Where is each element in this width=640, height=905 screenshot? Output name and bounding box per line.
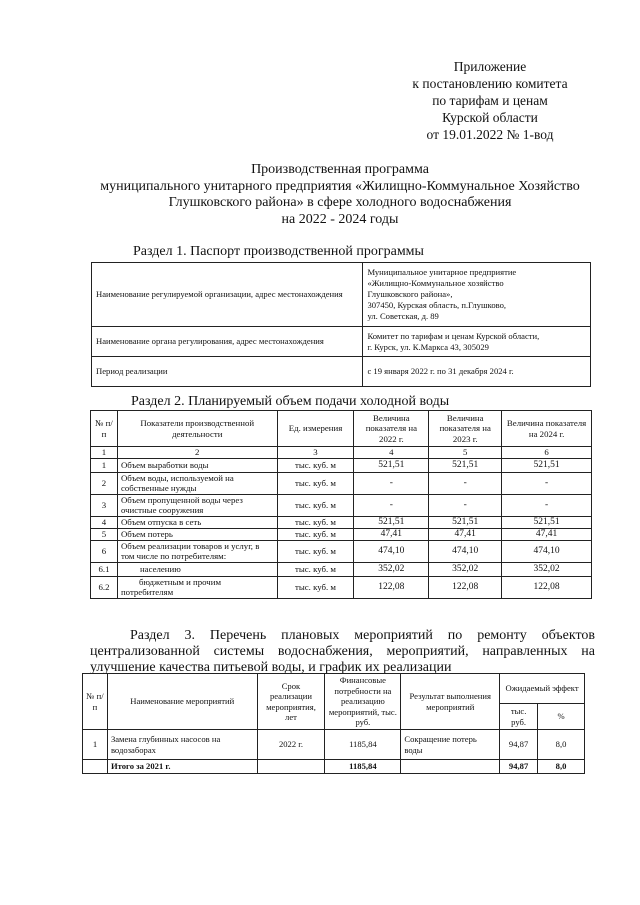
passport-label: Наименование регулируемой организации, адрес местонахождения — [92, 263, 363, 327]
row-2023: 352,02 — [429, 562, 502, 576]
row-2024: 474,10 — [502, 540, 592, 562]
row-2023: - — [429, 494, 502, 516]
header-effect-rub: тыс. руб. — [500, 704, 538, 730]
header-name: Наименование мероприятий — [107, 674, 257, 730]
row-result: Сокращение потерь воды — [401, 730, 500, 760]
row-indicator: бюджетным и прочим потребителям — [117, 576, 277, 598]
row-name: Замена глубинных насосов на водозаборах — [107, 730, 257, 760]
approval-line: Приложение — [453, 59, 527, 74]
header-effect-pct: % — [538, 704, 585, 730]
total-label: Итого за 2021 г. — [107, 760, 257, 774]
table-row — [91, 562, 592, 576]
header-2022: Величина показателя на 2022 г. — [354, 411, 429, 447]
value-line: «Жилищно-Коммунальное хозяйство — [367, 278, 504, 288]
row-num: 2 — [91, 472, 118, 494]
title-line: Глушковского района» в сфере холодного водоснабжения — [168, 195, 512, 210]
row-2023: 122,08 — [429, 576, 502, 598]
passport-value — [363, 327, 591, 357]
row-2022: 521,51 — [354, 458, 429, 472]
row-2022: 47,41 — [354, 528, 429, 540]
table-row — [91, 516, 592, 528]
value-line: 307450, Курская область, п.Глушково, — [367, 300, 507, 310]
section2-heading: Раздел 2. Планируемый объем подачи холодной воды — [131, 394, 450, 409]
approval-block — [400, 58, 580, 143]
table-header-row — [83, 674, 585, 704]
col-number: 6 — [502, 447, 592, 459]
value-line: Муниципальное унитарное предприятие — [367, 267, 517, 277]
table-row — [91, 528, 592, 540]
row-num: 3 — [91, 494, 118, 516]
header-effect: Ожидаемый эффект — [500, 674, 585, 704]
row-2022: 352,02 — [354, 562, 429, 576]
total-finance: 1185,84 — [325, 760, 401, 774]
row-num: 1 — [91, 458, 118, 472]
section3-heading-line: улучшение качества питьевой воды, и график их реализации — [90, 660, 452, 675]
table-header-row — [91, 411, 592, 447]
col-number: 2 — [117, 447, 277, 459]
row-2022: - — [354, 494, 429, 516]
value-line: г. Курск, ул. К.Маркса 43, 305029 — [367, 341, 489, 352]
row-2024: - — [502, 472, 592, 494]
col-number: 4 — [354, 447, 429, 459]
row-num: 4 — [91, 516, 118, 528]
approval-line: Курской области — [442, 110, 538, 125]
row-2022: 474,10 — [354, 540, 429, 562]
row-2023: - — [429, 472, 502, 494]
row-2023: 474,10 — [429, 540, 502, 562]
measures-table — [82, 673, 585, 774]
passport-value — [363, 263, 591, 327]
header-indicator: Показатели производственной деятельности — [117, 411, 277, 447]
col-number: 1 — [91, 447, 118, 459]
row-unit: тыс. куб. м — [277, 562, 354, 576]
table-row — [92, 263, 591, 327]
table-row — [92, 327, 591, 357]
section3-heading-line: централизованной системы водоснабжения, мероприятий, направленных на — [90, 644, 595, 659]
row-2022: 122,08 — [354, 576, 429, 598]
row-2023: 521,51 — [429, 458, 502, 472]
row-unit: тыс. куб. м — [277, 458, 354, 472]
row-term: 2022 г. — [257, 730, 325, 760]
passport-label: Период реализации — [92, 357, 363, 387]
row-unit: тыс. куб. м — [277, 540, 354, 562]
row-effect-rub: 94,87 — [500, 730, 538, 760]
row-unit: тыс. куб. м — [277, 472, 354, 494]
row-indicator: Объем пропущенной воды через очистные сооружения — [117, 494, 277, 516]
header-num: № п/п — [83, 674, 108, 730]
row-indicator: Объем воды, используемой на собственные нужды — [117, 472, 277, 494]
header-unit: Ед. измерения — [277, 411, 354, 447]
document-title — [60, 162, 620, 228]
approval-line: к постановлению комитета — [412, 76, 568, 91]
total-result — [401, 760, 500, 774]
total-row — [83, 760, 585, 774]
row-2023: 47,41 — [429, 528, 502, 540]
header-2024: Величина показателя на 2024 г. — [502, 411, 592, 447]
row-2022: - — [354, 472, 429, 494]
header-2023: Величина показателя на 2023 г. — [429, 411, 502, 447]
row-indicator: Объем отпуска в сеть — [117, 516, 277, 528]
total-term — [257, 760, 325, 774]
header-num: № п/п — [91, 411, 118, 447]
col-number: 5 — [429, 447, 502, 459]
value-line: Комитет по тарифам и ценам Курской области, — [367, 330, 540, 341]
table-row — [91, 494, 592, 516]
row-finance: 1185,84 — [325, 730, 401, 760]
passport-label: Наименование органа регулирования, адрес местонахождения — [92, 327, 363, 357]
row-num: 6 — [91, 540, 118, 562]
row-indicator: населению — [117, 562, 277, 576]
row-2024: 122,08 — [502, 576, 592, 598]
table-row — [91, 458, 592, 472]
col-number: 3 — [277, 447, 354, 459]
row-2024: 521,51 — [502, 516, 592, 528]
passport-value — [363, 357, 591, 387]
row-2024: 47,41 — [502, 528, 592, 540]
table-row — [83, 730, 585, 760]
value-line: Глушковского района», — [367, 289, 453, 299]
table-row — [91, 472, 592, 494]
title-line: муниципального унитарного предприятия «Жилищно-Коммунальное Хозяйство — [100, 178, 580, 194]
row-effect-pct: 8,0 — [538, 730, 585, 760]
table-row — [92, 357, 591, 387]
row-2023: 521,51 — [429, 516, 502, 528]
row-indicator: Объем потерь — [117, 528, 277, 540]
approval-line: по тарифам и ценам — [432, 93, 548, 108]
title-line: на 2022 - 2024 годы — [281, 211, 399, 227]
row-num: 6.2 — [91, 576, 118, 598]
row-unit: тыс. куб. м — [277, 576, 354, 598]
row-num: 5 — [91, 528, 118, 540]
row-2024: - — [502, 494, 592, 516]
header-finance: Финансовые потребности на реализацию мероприятий, тыс. руб. — [325, 674, 401, 730]
column-number-row — [91, 447, 592, 459]
table-row — [91, 576, 592, 598]
row-unit: тыс. куб. м — [277, 516, 354, 528]
title-line: Производственная программа — [251, 162, 429, 177]
value-line: ул. Советская, д. 89 — [367, 311, 439, 321]
row-unit: тыс. куб. м — [277, 494, 354, 516]
total-num — [83, 760, 108, 774]
section1-heading: Раздел 1. Паспорт производственной программы — [133, 244, 424, 259]
row-num: 1 — [83, 730, 108, 760]
header-result: Результат выполнения мероприятий — [401, 674, 500, 730]
header-term: Срок реализации мероприятия, лет — [257, 674, 325, 730]
total-effect-pct: 8,0 — [538, 760, 585, 774]
passport-table — [91, 262, 591, 387]
section3-heading — [90, 628, 595, 676]
total-effect-rub: 94,87 — [500, 760, 538, 774]
water-volume-table — [90, 410, 592, 599]
row-2024: 352,02 — [502, 562, 592, 576]
row-2024: 521,51 — [502, 458, 592, 472]
table-row — [91, 540, 592, 562]
approval-line: от 19.01.2022 № 1-вод — [426, 127, 554, 142]
row-unit: тыс. куб. м — [277, 528, 354, 540]
section3-heading-line: Раздел 3. Перечень плановых мероприятий по ремонту объектов — [130, 628, 595, 643]
row-num: 6.1 — [91, 562, 118, 576]
value-line: с 19 января 2022 г. по 31 декабря 2024 г. — [367, 366, 514, 376]
row-2022: 521,51 — [354, 516, 429, 528]
row-indicator: Объем реализации товаров и услуг, в том числе по потребителям: — [117, 540, 277, 562]
row-indicator: Объем выработки воды — [117, 458, 277, 472]
